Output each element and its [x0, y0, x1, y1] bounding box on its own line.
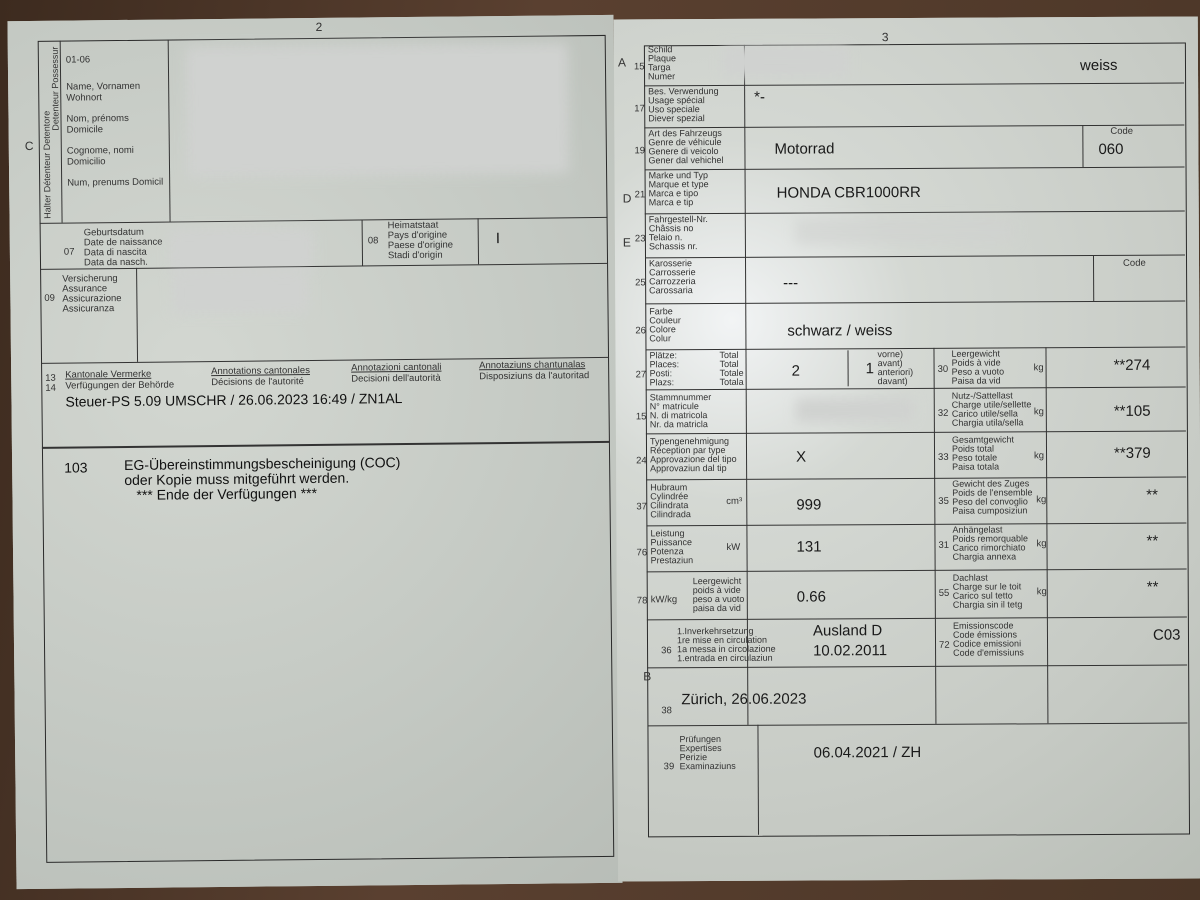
f33-label-it: Peso totale: [952, 452, 998, 463]
f21-label-it: Marca e tipo: [648, 188, 699, 199]
f76-number: 76: [636, 547, 648, 559]
f15-label-de: Schild: [647, 44, 673, 55]
f33-number: 33: [938, 451, 949, 463]
f27-label-rm: Plazs:: [649, 377, 675, 388]
f23-label-de: Fahrgestell-Nr.: [648, 214, 708, 225]
f36-value-line1: Ausland D: [812, 622, 883, 640]
field-07-number: 07: [63, 246, 75, 258]
f31-value: **: [1146, 532, 1159, 550]
f19-label-fr: Genre de véhicule: [648, 136, 722, 148]
f26-label-fr: Couleur: [649, 315, 681, 326]
f30-value: **274: [1113, 356, 1151, 374]
letter-d: D: [622, 191, 632, 206]
f17-label-rm: Diever spezial: [648, 113, 705, 124]
f17-label-de: Bes. Verwendung: [648, 85, 719, 97]
f55-unit: kg: [1036, 586, 1047, 598]
f76-label-de: Leistung: [650, 528, 685, 539]
cantonal-entry: Steuer-PS 5.09 UMSCHR / 26.06.2023 16:49 / ZN1AL: [65, 390, 403, 410]
f55-label-de: Dachlast: [952, 572, 988, 583]
f25-label-fr: Carrosserie: [649, 267, 696, 278]
field-14-sub-de: Verfügungen der Behörde: [65, 379, 175, 392]
f25-code-label: Code: [1123, 257, 1146, 269]
f27-front-de: vorne): [877, 349, 904, 360]
f38-value: Zürich, 26.06.2023: [681, 690, 807, 709]
f27-number: 27: [635, 369, 647, 381]
f32-label-rm: Chargia utila/sella: [951, 417, 1024, 428]
f78-label-de: Leergewicht: [692, 575, 742, 587]
f39-label-rm: Examinaziuns: [679, 760, 736, 772]
f27-label-de: Plätze:: [649, 350, 678, 361]
field-07-label-fr: Date de naissance: [83, 236, 163, 249]
f39-number: 39: [663, 761, 675, 773]
f39-value: 06.04.2021 / ZH: [813, 743, 922, 762]
f19-label-de: Art des Fahrzeugs: [648, 127, 722, 139]
f78-label-it: peso a vuoto: [692, 593, 745, 605]
redacted-chassis: [795, 217, 1015, 244]
f27-total-rm: Totala: [719, 376, 744, 387]
f31-label-rm: Chargia annexa: [952, 551, 1017, 562]
field-08-number: 08: [367, 235, 379, 247]
field-0106-label-fr: Nom, prénoms Domicile: [66, 112, 129, 136]
redacted-insurance: [172, 272, 308, 313]
f37-label-fr: Cylindrée: [650, 491, 689, 502]
f33-label-fr: Poids total: [951, 443, 995, 454]
left-page: [7, 15, 622, 889]
f21-label-rm: Marca e tip: [648, 197, 694, 208]
field-07-label-rm: Data da nasch.: [83, 256, 148, 269]
field-13-header-it: Annotazioni cantonali: [351, 361, 442, 374]
f37-label-de: Hubraum: [650, 482, 688, 493]
f36-number: 36: [661, 645, 672, 657]
f21-label-de: Marke und Typ: [648, 170, 708, 181]
f33-unit: kg: [1034, 450, 1045, 462]
f33-label-rm: Paisa totala: [952, 461, 1000, 472]
f25-label-rm: Carossaria: [649, 285, 693, 296]
f17-label-it: Uso speciale: [648, 104, 700, 115]
f26-label-de: Farbe: [649, 306, 673, 317]
f21-value: HONDA CBR1000RR: [776, 183, 921, 202]
f32-value: **105: [1113, 402, 1151, 420]
f15-number: 15: [633, 61, 645, 73]
f30-number: 30: [937, 363, 949, 375]
f31-label-de: Anhängelast: [952, 524, 1003, 535]
f15-label-fr: Plaque: [647, 53, 677, 64]
f78-unit-label: kW/kg: [650, 594, 678, 606]
f25-value: ---: [783, 274, 799, 292]
f30-label-rm: Paisa da vid: [951, 375, 1001, 386]
field-0106-label-rm: Num, prenums Domicil: [67, 176, 164, 189]
f32-label-de: Nutz-/Sattellast: [951, 390, 1013, 401]
f24-label-rm: Approvaziun dal tip: [650, 462, 727, 474]
f32-number: 32: [937, 407, 949, 419]
f27-total-fr: Total: [719, 358, 739, 369]
f19-value: Motorrad: [774, 140, 835, 158]
f39-label-de: Prüfungen: [679, 733, 722, 745]
f25-number: 25: [635, 277, 646, 289]
f21-label-fr: Marque et type: [648, 179, 709, 190]
f37-value: 999: [796, 496, 822, 514]
f35-label-rm: Paisa cumposiziun: [952, 505, 1028, 516]
f35-label-de: Gewicht des Zuges: [952, 478, 1030, 489]
f76-unit: kW: [726, 541, 741, 553]
f21-number: 21: [634, 189, 646, 201]
f15b-label-it: N. di matricola: [649, 410, 708, 421]
f15b-number: 15: [635, 411, 647, 423]
f27-label-fr: Places:: [649, 359, 680, 370]
f35-number: 35: [938, 495, 949, 507]
f36-label-fr: 1re mise en circulation: [676, 634, 768, 646]
f37-unit: cm³: [726, 495, 743, 507]
f76-label-fr: Puissance: [650, 537, 693, 548]
f19-code-label: Code: [1110, 125, 1134, 137]
f30-label-it: Peso a vuoto: [951, 366, 1005, 377]
field-09-label-it: Assicurazione: [62, 293, 122, 305]
f19-label-it: Genere di veicolo: [648, 145, 719, 157]
f35-label-it: Peso del convoglio: [952, 496, 1028, 507]
f36-value-line2: 10.02.2011: [813, 642, 888, 660]
f27-value-front: 1: [865, 360, 874, 378]
f24-label-de: Typengenehmigung: [649, 435, 730, 447]
section-letter: C: [24, 138, 34, 154]
f72-label-fr: Code émissions: [952, 629, 1018, 640]
f32-unit: kg: [1033, 406, 1044, 418]
f37-label-it: Cilindrata: [650, 500, 689, 511]
f55-number: 55: [938, 587, 950, 599]
f27-total-it: Totale: [719, 367, 744, 378]
f72-label-rm: Code d'emissiuns: [953, 647, 1024, 658]
f25-label-it: Carrozzeria: [649, 276, 696, 287]
f78-number: 78: [636, 595, 648, 607]
f15-value: weiss: [1079, 56, 1118, 75]
f19-label-rm: Gener dal vehichel: [648, 154, 724, 166]
letter-b: B: [643, 669, 652, 684]
f55-label-rm: Chargia sin il tetg: [952, 599, 1023, 610]
f27-value-total: 2: [791, 362, 800, 380]
field-07-label-de: Geburtsdatum: [83, 226, 144, 239]
f37-label-rm: Cilindrada: [650, 509, 691, 520]
f27-front-fr: avant): [877, 358, 903, 369]
f36-label-it: 1a messa in circolazione: [677, 643, 776, 655]
f55-label-it: Carico sul tetto: [952, 590, 1013, 601]
f76-label-it: Potenza: [650, 546, 684, 557]
f24-label-fr: Réception par type: [649, 444, 726, 456]
field-13-header-de: Kantonale Vermerke: [65, 368, 152, 381]
f30-unit: kg: [1033, 362, 1044, 374]
f24-value: X: [795, 448, 807, 466]
letter-a: A: [617, 55, 627, 70]
f35-label-fr: Poids de l'ensemble: [952, 487, 1033, 498]
field-0106-label-it: Cognome, nomi Domicilio: [66, 144, 134, 168]
f30-label-fr: Poids à vide: [951, 357, 1001, 368]
f26-label-it: Colore: [649, 324, 676, 335]
f31-unit: kg: [1036, 538, 1047, 550]
f27-front-it: anteriori): [877, 366, 914, 378]
f27-label-it: Posti:: [649, 368, 673, 379]
f33-label-de: Gesamtgewicht: [951, 434, 1015, 445]
f76-label-rm: Prestaziun: [650, 555, 694, 566]
field-08-label-de: Heimatstaat: [387, 219, 439, 232]
holder-side-label: Halter Détenteur Detentore: [41, 110, 53, 219]
f36-label-rm: 1.entrada en circulaziun: [677, 652, 773, 664]
field-09-label-de: Versicherung: [62, 273, 118, 285]
field-14-sub-fr: Décisions de l'autorité: [211, 376, 304, 389]
f26-number: 26: [635, 325, 646, 337]
page-number: 2: [315, 19, 323, 34]
f76-value: 131: [796, 538, 822, 556]
field-103-line-1: EG-Übereinstimmungsbescheinigung (COC): [124, 454, 401, 473]
f32-label-fr: Charge utile/sellette: [951, 399, 1032, 410]
f26-label-rm: Colur: [649, 333, 671, 344]
f26-value: schwarz / weiss: [787, 322, 893, 340]
field-13-number: 13: [45, 372, 56, 384]
redacted-name: [186, 43, 569, 177]
f27-total-de: Total: [719, 349, 739, 360]
possessor-side-label: Detenteur Possessur: [49, 46, 61, 131]
field-14-sub-rm: Disposiziuns da l'autoritad: [479, 370, 590, 383]
field-09-label-rm: Assicuranza: [62, 303, 115, 315]
f78-value: 0.66: [796, 588, 827, 606]
field-08-label-rm: Stadi d'origin: [387, 249, 443, 262]
f35-unit: kg: [1036, 494, 1047, 506]
f78-label-rm: paisa da vid: [692, 602, 741, 614]
f17-label-fr: Usage spécial: [648, 95, 705, 106]
f30-label-de: Leergewicht: [951, 348, 1001, 359]
f19-number: 19: [634, 145, 646, 157]
f15-label-rm: Numer: [648, 71, 676, 82]
field-14-number: 14: [45, 382, 56, 394]
f23-label-rm: Schassis nr.: [648, 241, 698, 252]
field-13-header-fr: Annotations cantonales: [211, 365, 310, 378]
f17-number: 17: [634, 103, 645, 115]
f15b-label-de: Stammnummer: [649, 392, 712, 403]
letter-e: E: [622, 235, 631, 250]
f24-number: 24: [636, 455, 647, 467]
field-103-line-3: *** Ende der Verfügungen ***: [136, 484, 318, 503]
f38-number: 38: [661, 705, 672, 717]
f23-number: 23: [634, 233, 646, 245]
f39-label-fr: Expertises: [679, 742, 722, 754]
field-0106-number: 01-06: [65, 54, 91, 66]
field-13-header-rm: Annotaziuns chantunalas: [479, 359, 586, 372]
f39-label-it: Perizie: [679, 752, 708, 763]
f23-label-fr: Châssis no: [648, 223, 694, 234]
f72-value: C03: [1152, 626, 1181, 644]
f78-label-fr: poids à vide: [692, 584, 741, 596]
f31-label-fr: Poids remorquable: [952, 533, 1029, 544]
f23-label-it: Telaio n.: [648, 232, 683, 243]
f24-label-it: Approvazione del tipo: [650, 453, 737, 465]
field-09-number: 09: [44, 292, 56, 304]
f72-number: 72: [938, 639, 950, 651]
field-08-label-it: Paese d'origine: [387, 239, 454, 252]
field-08-label-fr: Pays d'origine: [387, 229, 448, 242]
f55-value: **: [1146, 578, 1159, 596]
redacted-matricule: [796, 398, 914, 423]
field-103-line-2: oder Kopie muss mitgeführt werden.: [124, 469, 350, 488]
f15-label-it: Targa: [647, 62, 671, 73]
f33-value: **379: [1113, 444, 1151, 462]
f31-label-it: Carico rimorchiato: [952, 542, 1026, 553]
f31-number: 31: [938, 539, 950, 551]
f25-label-de: Karosserie: [648, 258, 693, 269]
f35-value: **: [1146, 486, 1158, 504]
right-page: [614, 16, 1200, 881]
f15b-label-rm: Nr. da matricla: [649, 419, 708, 430]
f17-value: *-: [754, 88, 766, 106]
f27-front-rm: davant): [877, 376, 908, 387]
f32-label-it: Carico utile/sella: [951, 408, 1018, 419]
f19-code-value: 060: [1098, 140, 1124, 158]
field-09-label-fr: Assurance: [62, 283, 108, 295]
field-0106-label-de: Name, Vornamen Wohnort: [66, 80, 141, 104]
field-07-label-it: Data di nascita: [83, 246, 147, 259]
field-14-sub-it: Decisioni dell'autorità: [351, 372, 441, 385]
page-number: 3: [881, 30, 889, 45]
redacted-plate: [722, 46, 848, 77]
field-103-number: 103: [64, 459, 88, 476]
f72-label-de: Emissionscode: [952, 620, 1014, 631]
f72-label-it: Codice emissioni: [952, 638, 1022, 649]
field-08-value: I: [495, 230, 501, 248]
f55-label-fr: Charge sur le toit: [952, 581, 1022, 592]
f36-label-de: 1.Inverkehrsetzung: [676, 625, 754, 637]
f15b-label-fr: N° matricule: [649, 401, 699, 412]
f37-number: 37: [636, 501, 647, 513]
